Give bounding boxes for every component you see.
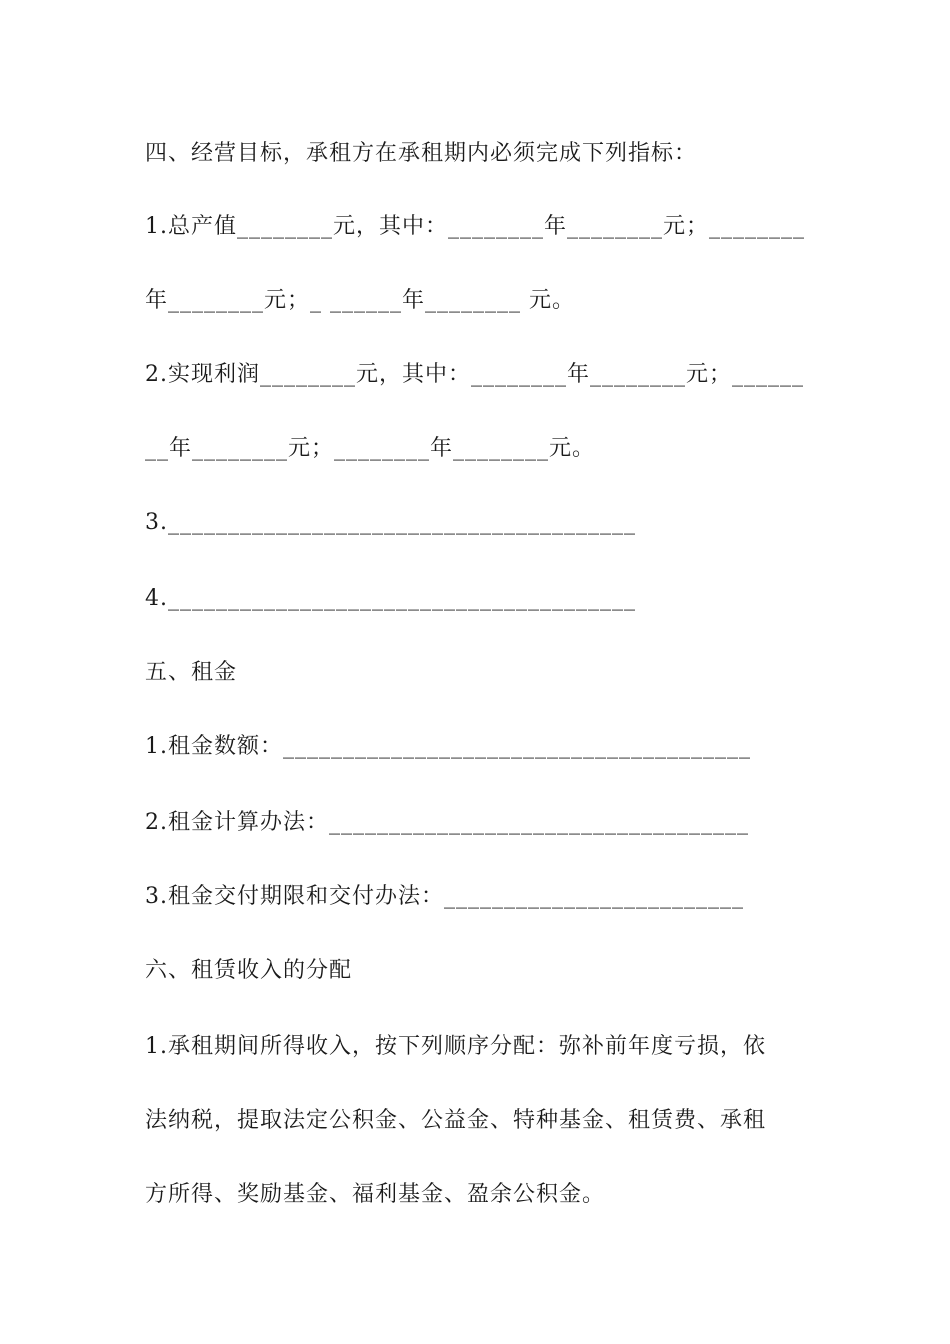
paragraph-rent-payment: 3.租金交付期限和交付办法：_________________________ — [145, 884, 744, 909]
paragraph-distribution-line-2: 法纳税，提取法定公积金、公益金、特种基金、租赁费、承租 — [145, 1108, 767, 1133]
section-heading-business-targets: 四、经营目标，承租方在承租期内必须完成下列指标： — [145, 141, 698, 166]
paragraph-rent-calculation: 2.租金计算办法：___________________________________ — [145, 810, 749, 835]
paragraph-item-4: 4._______________________________________ — [145, 586, 636, 611]
paragraph-distribution-line-3: 方所得、奖励基金、福利基金、盈余公积金。 — [145, 1182, 606, 1207]
paragraph-rent-amount: 1.租金数额：_______________________________________ — [145, 734, 751, 759]
paragraph-total-output-continued: 年________元；_ ______年________ 元。 — [145, 288, 575, 313]
section-heading-rent: 五、租金 — [145, 660, 238, 685]
paragraph-item-3: 3._______________________________________ — [145, 510, 636, 535]
paragraph-profit: 2.实现利润________元，其中：________年________元；______ — [145, 362, 804, 387]
paragraph-total-output: 1.总产值________元，其中：________年________元；________ — [145, 214, 805, 239]
paragraph-profit-continued: __年________元；________年________元。 — [145, 436, 596, 461]
section-heading-income-distribution: 六、租赁收入的分配 — [145, 958, 353, 983]
paragraph-distribution-line-1: 1.承租期间所得收入，按下列顺序分配：弥补前年度亏损，依 — [145, 1034, 766, 1059]
